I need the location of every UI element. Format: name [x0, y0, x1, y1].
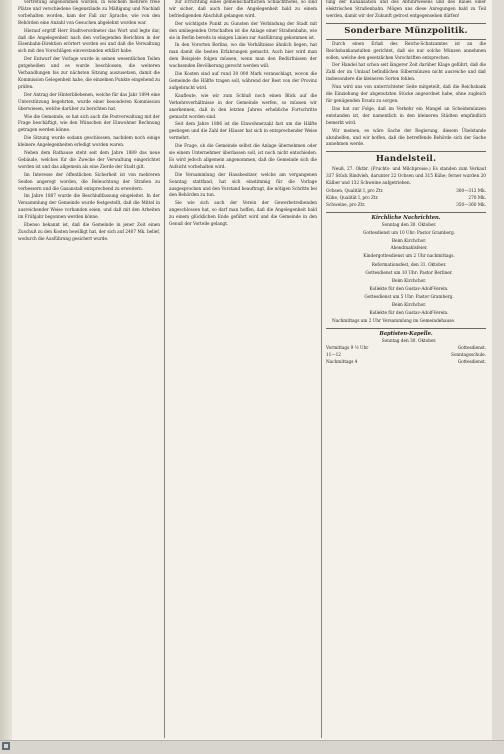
- column-divider: [321, 0, 322, 738]
- church-line: Beim Kirchchor.: [391, 279, 427, 285]
- paragraph: Sie wie sich auch der Verein der Gewerbetreibenden angeschlossen hat, so darf man hoffen, daß die Angelegenheit bald zu einem glücklichen Ende geführt wird und die Gemeinde in den Genuß der Vorteile gelangt.: [169, 201, 317, 228]
- price-value: 350—360 Mk.: [456, 202, 486, 208]
- baptist-heading: Baptisten-Kapelle.: [379, 330, 433, 337]
- schedule-row: [326, 346, 486, 353]
- paragraph: Im Jahre 1887 wurde die Beschlußfassung eingeleitet. In der Versammlung der Gemeinde wurde festgestellt, daß die Mittel in ausreichender Weise vorhanden seien, und daß mit den Arbeiten im Frühjahr begonnen werden könne.: [18, 194, 160, 221]
- column-3: [326, 0, 486, 738]
- paragraph: Nun wird uns von unterrichteter Seite mitgeteilt, daß die Reichsbank die Einziehung der abgenutzten Stücke angeordnet habe, ohne zugleich für genügenden Ersatz zu sorgen.: [326, 85, 486, 104]
- baptist-date: Sonntag den 30. Oktober.: [381, 338, 437, 344]
- scan-footer-strip: [0, 740, 504, 754]
- schedule-time: 11—12: [326, 353, 341, 359]
- church-line: Abendmahlsfeier.: [390, 246, 428, 252]
- section-rule: [326, 39, 486, 40]
- price-value: 300—312 Mk.: [456, 189, 486, 195]
- paragraph: In den Vororten Berlins, wo die Verhältnisse ähnlich liegen, hat man damit die besten Erfahrungen gemacht. Auch hier wird man dem Beispiele folgen müssen, wenn man den Bedürfnissen der wachsenden Bevölkerung gerecht werden will.: [169, 43, 317, 70]
- page-edge: [492, 0, 504, 740]
- schedule-desc: Gottesdienst.: [457, 360, 486, 366]
- paragraph: Neuß, 27. Oktbr. (Fruchts- und Milchpreise.) Es standen zum Verkauf 337 Stück Rindvieh, darunter 22 Ochsen und 315 Kühe; ferner wurden 20 Kälber und 132 Schweine aufgetrieben.: [326, 167, 486, 187]
- paragraph: Die Frage, ob die Gemeinde selbst die Anlage übernehmen oder sie einem Unternehmer überlassen soll, ist noch nicht entschieden. Es wird jedoch allgemein angenommen, daß die Gemeinde sich die Aufsicht vorbehalten wird.: [169, 144, 317, 170]
- schedule-desc: Gottesdienst.: [457, 346, 486, 352]
- paragraph: Die Sitzung wurde sodann geschlossen, nachdem noch einige kleinere Angelegenheiten erledigt worden waren.: [18, 136, 160, 149]
- paragraph: Seit dem Jahre 1886 ist die Einwohnerzahl fast um die Hälfte gestiegen und die Zahl der Häuser hat sich in entsprechender Weise vermehrt.: [169, 122, 317, 142]
- church-line: Gottesdienst um 5 Uhr: Pastor Gramberg.: [364, 294, 454, 300]
- paragraph: zur Errichtung eines gemeinschaftlichen Schlachthofes, so sind wir sicher, daß auch hier die Angelegenheit bald zu einem befriedigenden Abschluß gelangen wird.: [169, 0, 317, 19]
- market-heading: Handelsteil.: [375, 154, 437, 165]
- paragraph: vertretung angenommen wurden, in welchem mehrere freie Plätze und verschiedene Gegenstände zu Mäßigung und Nachlaß vorbehalten worden, kam der Fall zur Sprache, wie von den Behörden eine Anzahl von Gesuchen abgelehnt worden war.: [18, 0, 160, 26]
- section-heading: Sonderbare Münzpolitik.: [344, 25, 468, 36]
- price-label: Schweine, pro Ztr.: [326, 202, 366, 208]
- paragraph: Nachmittags um 2 Uhr Versammlung im Gemeindehause.: [332, 318, 456, 324]
- paragraph: Der Handel hat schon seit längerer Zeit darüber Klage geführt, daß die Zahl der im Umlauf befindlichen Silbermünzen nicht ausreiche und daß insbesondere die kleineren Sorten fehlen.: [326, 63, 486, 83]
- church-heading: Kirchliche Nachrichten.: [371, 214, 441, 221]
- price-value: 270 Mk.: [468, 195, 486, 201]
- book-binding-edge: [0, 0, 12, 753]
- price-label: Ochsen, Qualität I, pro Ztr.: [326, 189, 384, 195]
- library-logo-icon: [2, 742, 10, 750]
- section-rule: [326, 23, 486, 24]
- paragraph: Wie die Gemeinde, so hat sich auch die Postverwaltung mit der Frage beschäftigt, wie den Wünschen der Einwohner Rechnung getragen werden könne.: [18, 114, 160, 134]
- church-line: Gottesdienst um 10 Uhr: Pastor Berliner.: [365, 271, 453, 277]
- paragraph: Im Interesse der öffentlichen Sicherheit ist von mehreren Seiden angeregt worden, die Beleuchtung der Straßen zu verbessern und die Gasanstalt entsprechend zu erweitern.: [18, 172, 160, 192]
- schedule-row: [326, 353, 486, 360]
- paragraph: Die Versammlung der Hausbesitzer, welche am vergangenen Sonntag stattfand, hat sich einstimmig für die Vorlage ausgesprochen und den Vorstand beauftragt, die nötigen Schritte bei den Behörden zu tun.: [169, 172, 317, 199]
- newspaper-page: [12, 0, 492, 740]
- church-line: Beim Kirchchor.: [391, 238, 427, 244]
- section-rule: [326, 151, 486, 152]
- schedule-time: Vormittags 9 ½ Uhr: [326, 346, 369, 352]
- section-rule: [326, 212, 486, 213]
- church-line: Kindergottesdienst um 2 Uhr nachmittags.: [363, 254, 455, 260]
- column-2: [169, 0, 317, 738]
- church-line: Kollekte für den Gustav-Adolf-Verein.: [369, 310, 449, 316]
- paragraph: Kaufleute, wie wir zum Schluß noch einen Blick auf die Verkehrsverhältnisse in der Gemeinde werfen, so müssen wir anerkennen, daß in den letzten Jahren erhebliche Fortschritte gemacht worden sind.: [169, 93, 317, 120]
- paragraph: Der wichtigste Punkt zu Gunsten der Verbindung der Stadt mit den umliegenden Ortschaften ist die Anlage einer Straßenbahn, wie sie in Berlin bereits in einigen Linien zur Ausführung gekommen ist.: [169, 21, 317, 41]
- paragraph: Der Antrag der Hinterbliebenen, welche für das Jahr 1894 eine Unterstützung begehrten, wurde einer besonderen Kommission überwiesen, welche darüber zu berichten hat.: [18, 92, 160, 112]
- paragraph: lung der Kanalisation und des Abfuhrwesens und des Baues einer elektrischen Straßenbahn. Mögen uns diese Anregungen bald zu Teil werden, damit wir der Zukunft getrost entgegensehen dürfen!: [326, 0, 486, 19]
- paragraph: Die Kosten sind auf rund 30 000 Mark veranschlagt, wovon die Gemeinde die Hälfte tragen soll, während der Rest von der Provinz aufgebracht wird.: [169, 72, 317, 91]
- price-row: [326, 189, 486, 196]
- paragraph: Hierauf ergriff Herr Stadtverordneter das Wort und legte dar, daß die Angelegenheit nach den vorliegenden Berichten in der Eisenbahn-Direktion erörtert worden sei und daß die Verwaltung sich mit den Vorschlägen einverstanden erklärt habe.: [18, 28, 160, 55]
- paragraph: Wir meinen, es wäre Sache der Regierung, diesem Übelstande abzuhelfen, und wir hoffen, daß die betreffende Behörde sich der Sache annehmen werde.: [326, 128, 486, 148]
- price-row: [326, 203, 486, 210]
- price-row: [326, 196, 486, 203]
- schedule-time: Nachmittags 4: [326, 360, 358, 366]
- paragraph: Neben dem Rathause steht seit dem Jahre 1889 das neue Gebäude, welches für die Zwecke der Verwaltung eingerichtet worden ist und das allgemein als eine Zierde der Stadt gilt.: [18, 151, 160, 170]
- paragraph: Der Entwurf der Vorlage wurde in seinen wesentlichen Teilen gutgeheißen und es wurde beschlossen, die weiteren Verhandlungen bis zur nächsten Sitzung auszusetzen, damit die Kommission Gelegenheit habe, die einzelnen Punkte eingehend zu prüfen.: [18, 57, 160, 90]
- column-1: [18, 0, 160, 738]
- paragraph: Ebenso bekannt ist, daß die Gemeinde in jener Zeit einen Zuschuß zu den Kosten bewilligt hat, der sich auf 2407 Mk. belief, wodurch die Ausführung gesichert wurde.: [18, 223, 160, 242]
- section-rule: [326, 328, 486, 329]
- church-line: Reformationsfest, den 31. Oktober.: [371, 263, 447, 269]
- church-line: Beim Kirchchor.: [391, 302, 427, 308]
- church-line: Kollekte für den Gustav-Adolf-Verein.: [369, 287, 449, 292]
- column-divider: [164, 0, 165, 738]
- schedule-desc: Sonntagsschule.: [451, 353, 486, 359]
- schedule-row: [326, 360, 486, 367]
- price-label: Kühe, Qualität I, pro Ztr.: [326, 195, 379, 201]
- paragraph: Das hat zur Folge, daß im Verkehr ein Mangel an Scheidemünzen entstanden ist, der namentlich in den kleineren Städten empfindlich bemerkt wird.: [326, 106, 486, 126]
- church-line: Gottesdienst um 10 Uhr: Pastor Gramberg.: [362, 230, 456, 236]
- church-date: Sonntag den 30. Oktober.: [381, 222, 437, 228]
- paragraph: Durch einen Erlaß des Reichs-Schatzamtes ist an die Reichsbankanstalten gerichtet, daß sie nur solche Münzen annehmen sollen, welche den gesetzlichen Vorschriften entsprechen.: [326, 41, 486, 61]
